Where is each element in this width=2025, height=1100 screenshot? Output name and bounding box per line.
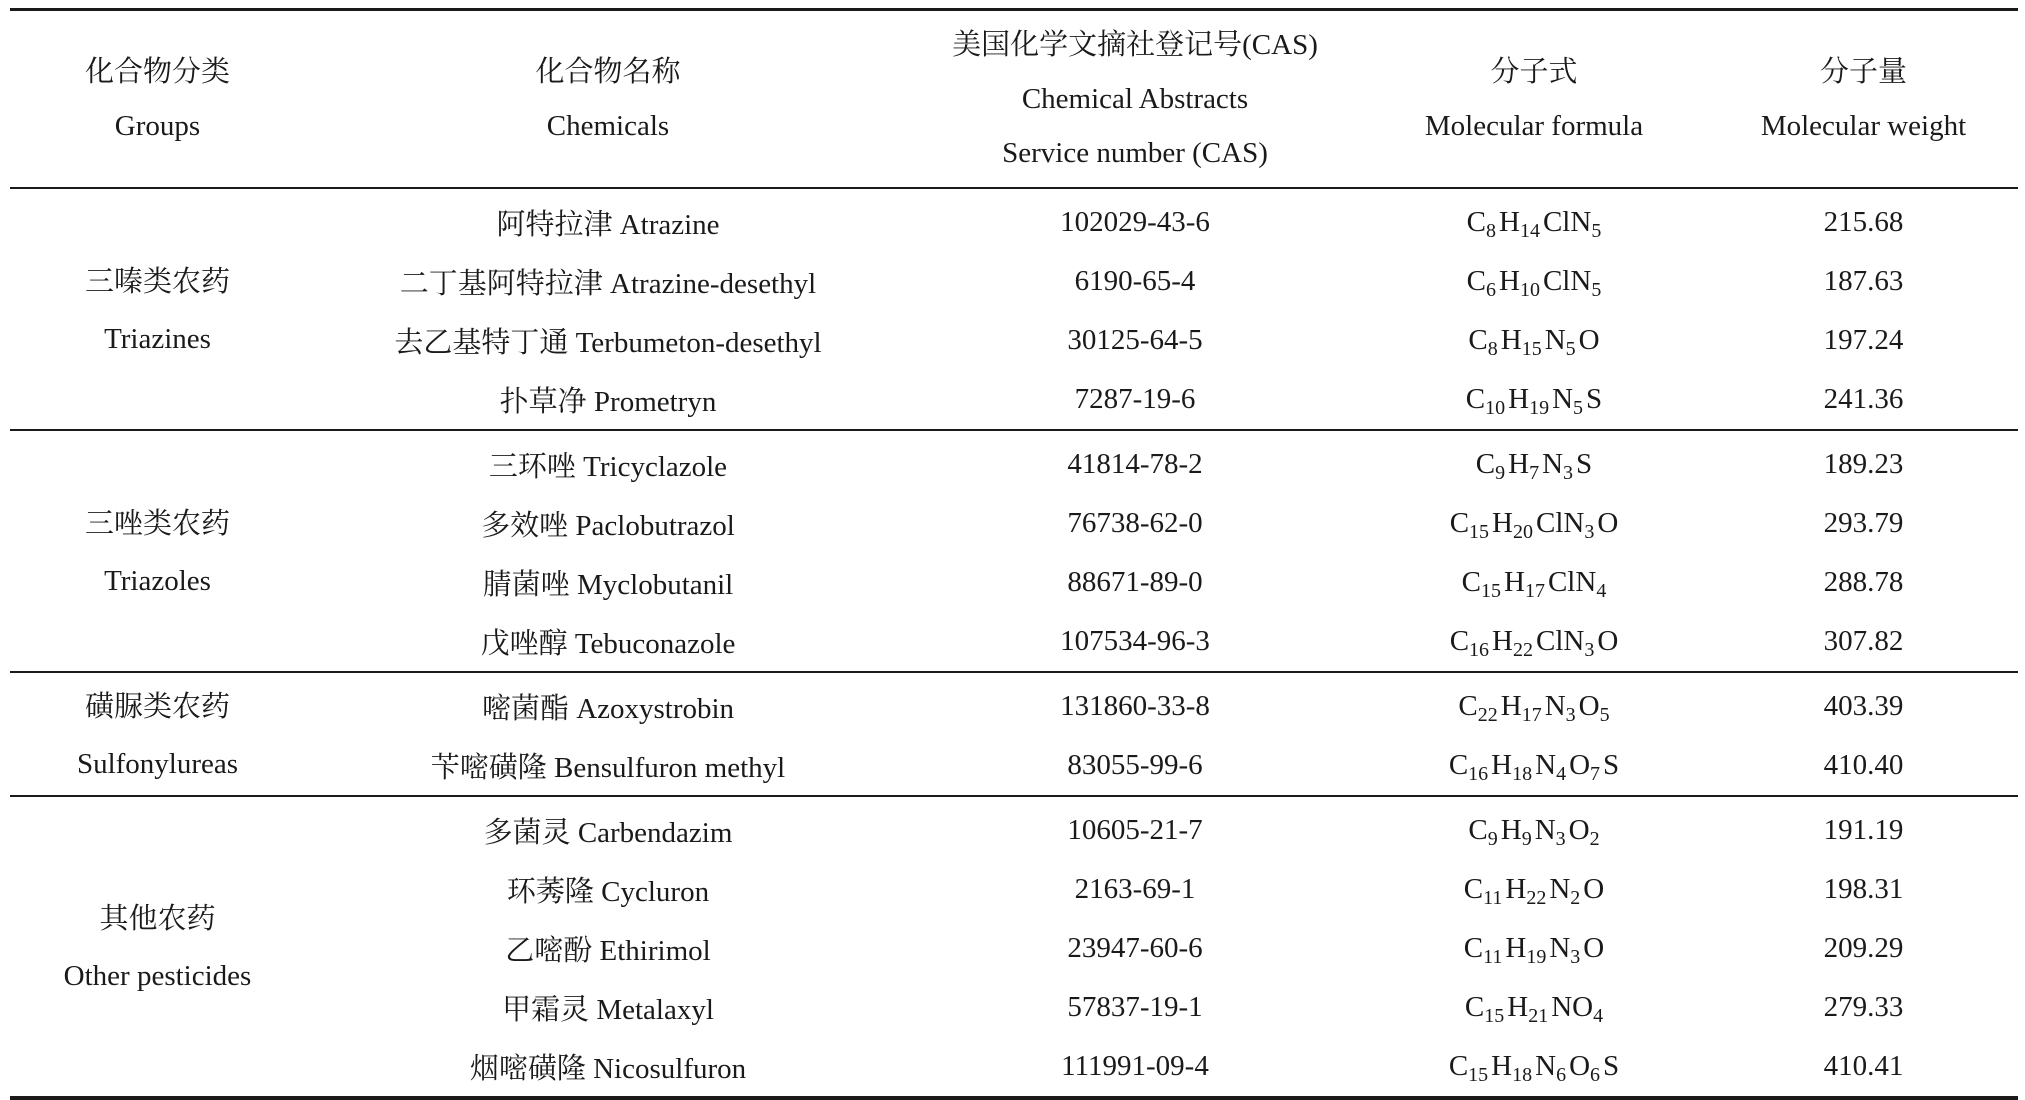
- table-row: [10, 919, 2018, 978]
- element-count: 19: [1529, 396, 1550, 419]
- chemical-name: 环莠隆 Cycluron: [506, 875, 710, 908]
- element-count: 7: [1590, 762, 1601, 785]
- formula-element: [1578, 689, 1610, 726]
- element-symbol: O: [1568, 813, 1590, 846]
- table-row: [10, 370, 2018, 430]
- chemical-name: 乙嘧酚 Ethirimol: [505, 934, 711, 967]
- formula-element: [1569, 748, 1601, 785]
- formula-element: [1500, 323, 1542, 360]
- element-count: 10: [1485, 396, 1506, 419]
- formula-element: [1508, 382, 1550, 419]
- element-count: 17: [1524, 579, 1545, 602]
- header-mw-cn: 分子量: [1819, 55, 1907, 88]
- element-count: 17: [1521, 703, 1542, 726]
- table-row: [10, 796, 2018, 860]
- formula-element: [1579, 324, 1600, 356]
- element-symbol: H: [1491, 748, 1513, 781]
- molecular-formula: [1359, 672, 1709, 736]
- molecular-formula: [1359, 978, 1709, 1037]
- formula-element: [1463, 931, 1503, 968]
- molecular-formula: [1359, 860, 1709, 919]
- formula-element: [1544, 689, 1576, 726]
- group-label-cn: 三唑类农药: [84, 507, 230, 540]
- formula-element: [1551, 990, 1604, 1027]
- formula-element: [1505, 872, 1547, 909]
- element-count: 3: [1584, 520, 1595, 543]
- formula-element: [1492, 506, 1533, 543]
- formula-element: [1583, 873, 1604, 905]
- chemical-name: 烟嘧磺隆 Nicosulfuron: [469, 1052, 747, 1085]
- header-chemicals-en: Chemicals: [546, 109, 670, 142]
- element-symbol: C: [1449, 624, 1470, 657]
- formula-element: [1464, 990, 1505, 1027]
- element-symbol: O: [1569, 748, 1591, 781]
- molecular-weight: 403.39: [1823, 689, 1904, 722]
- formula-element: [1542, 205, 1602, 242]
- molecular-formula: [1359, 494, 1709, 553]
- formula-element: [1448, 748, 1489, 785]
- element-symbol: H: [1491, 1049, 1513, 1082]
- element-count: 6: [1590, 1063, 1601, 1086]
- table-row: [10, 612, 2018, 672]
- element-count: 22: [1526, 886, 1547, 909]
- molecular-formula: [1359, 188, 1709, 252]
- molecular-weight: 241.36: [1823, 382, 1904, 415]
- group-label-cn: 磺脲类农药: [84, 690, 230, 723]
- element-symbol: NO: [1551, 990, 1594, 1023]
- group-label-en: Sulfonylureas: [76, 747, 239, 780]
- group-label-en: Triazoles: [104, 564, 211, 597]
- table-row: [10, 188, 2018, 252]
- element-symbol: N: [1542, 447, 1564, 480]
- element-count: 2: [1570, 886, 1581, 909]
- element-count: 5: [1591, 219, 1602, 242]
- element-symbol: N: [1549, 872, 1571, 905]
- element-count: 4: [1596, 579, 1607, 602]
- element-symbol: S: [1603, 748, 1620, 781]
- element-count: 5: [1591, 278, 1602, 301]
- formula-element: [1597, 625, 1618, 657]
- element-symbol: N: [1544, 689, 1566, 722]
- molecular-weight: 189.23: [1823, 447, 1904, 480]
- element-symbol: O: [1569, 1049, 1591, 1082]
- element-count: 16: [1468, 762, 1489, 785]
- element-symbol: ClN: [1536, 624, 1585, 657]
- formula-element: [1468, 323, 1498, 360]
- molecular-weight: 215.68: [1823, 205, 1904, 238]
- group-label: [10, 796, 305, 1098]
- group-label-en: Triazines: [104, 322, 211, 355]
- element-symbol: S: [1576, 447, 1593, 480]
- header-chemicals: [305, 10, 911, 188]
- element-count: 21: [1528, 1004, 1549, 1027]
- molecular-formula: [1359, 370, 1709, 430]
- molecular-weight: 198.31: [1823, 872, 1904, 905]
- element-symbol: C: [1466, 264, 1487, 297]
- element-symbol: H: [1492, 506, 1513, 539]
- cas-number: 57837-19-1: [1067, 990, 1203, 1023]
- table-row: [10, 1037, 2018, 1098]
- element-symbol: N: [1535, 1049, 1557, 1082]
- molecular-formula: [1359, 1037, 1709, 1098]
- element-symbol: H: [1499, 264, 1520, 297]
- chemical-name: 腈菌唑 Myclobutanil: [482, 568, 734, 601]
- element-count: 6: [1486, 278, 1497, 301]
- pesticide-table: [10, 8, 2018, 1100]
- chemical-name: 苄嘧磺隆 Bensulfuron methyl: [430, 751, 786, 784]
- element-symbol: H: [1508, 447, 1530, 480]
- formula-element: [1492, 624, 1533, 661]
- chemical-name: 甲霜灵 Metalaxyl: [502, 993, 714, 1026]
- element-count: 9: [1521, 827, 1532, 850]
- element-count: 3: [1563, 461, 1574, 484]
- molecular-formula: [1359, 796, 1709, 860]
- formula-element: [1534, 813, 1566, 850]
- molecular-formula: [1359, 252, 1709, 311]
- formula-element: [1583, 932, 1604, 964]
- element-count: 11: [1483, 886, 1503, 909]
- header-cas: [911, 10, 1359, 188]
- formula-element: [1576, 448, 1592, 480]
- table-row: [10, 494, 2018, 553]
- element-symbol: N: [1535, 748, 1557, 781]
- element-count: 19: [1526, 945, 1547, 968]
- element-symbol: C: [1448, 1049, 1469, 1082]
- chemical-name: 三环唑 Tricyclazole: [488, 450, 728, 483]
- element-symbol: H: [1492, 624, 1513, 657]
- element-symbol: H: [1500, 323, 1522, 356]
- element-symbol: C: [1475, 447, 1496, 480]
- cas-number: 111991-09-4: [1061, 1049, 1209, 1082]
- formula-element: [1603, 749, 1619, 781]
- formula-element: [1549, 931, 1581, 968]
- table-row: [10, 553, 2018, 612]
- element-symbol: C: [1468, 323, 1488, 356]
- molecular-formula: [1359, 311, 1709, 370]
- group-label: [10, 430, 305, 672]
- element-symbol: C: [1449, 506, 1470, 539]
- element-symbol: H: [1507, 990, 1529, 1023]
- molecular-weight: 279.33: [1823, 990, 1904, 1023]
- cas-number: 6190-65-4: [1074, 264, 1196, 297]
- element-symbol: O: [1597, 624, 1619, 657]
- element-symbol: O: [1597, 506, 1619, 539]
- element-count: 18: [1512, 1063, 1533, 1086]
- element-symbol: C: [1463, 931, 1484, 964]
- formula-element: [1505, 931, 1547, 968]
- element-count: 5: [1565, 337, 1576, 360]
- formula-element: [1544, 323, 1576, 360]
- element-count: 8: [1486, 219, 1497, 242]
- molecular-weight: 293.79: [1823, 506, 1904, 539]
- molecular-weight: 307.82: [1823, 624, 1904, 657]
- molecular-formula: [1359, 553, 1709, 612]
- element-count: 4: [1556, 762, 1567, 785]
- element-count: 18: [1512, 762, 1533, 785]
- element-count: 22: [1477, 703, 1498, 726]
- element-symbol: C: [1463, 872, 1484, 905]
- formula-element: [1504, 565, 1545, 602]
- group-label-cn: 其他农药: [99, 903, 216, 935]
- chemical-name: 扑草净 Prometryn: [499, 385, 717, 418]
- header-row: [10, 10, 2018, 188]
- element-symbol: O: [1578, 323, 1600, 356]
- table-row: [10, 736, 2018, 796]
- molecular-formula: [1359, 612, 1709, 672]
- molecular-weight: 191.19: [1823, 813, 1904, 846]
- chemical-name: 二丁基阿特拉津 Atrazine-desethyl: [399, 267, 817, 300]
- formula-element: [1507, 990, 1549, 1027]
- header-groups-en: Groups: [114, 109, 201, 142]
- formula-element: [1491, 748, 1533, 785]
- formula-element: [1466, 264, 1497, 301]
- element-symbol: C: [1464, 990, 1485, 1023]
- formula-element: [1535, 748, 1567, 785]
- cas-number: 107534-96-3: [1060, 624, 1210, 657]
- cas-number: 102029-43-6: [1060, 205, 1210, 238]
- header-groups: [10, 10, 305, 188]
- element-symbol: ClN: [1536, 506, 1585, 539]
- element-count: 15: [1468, 1063, 1489, 1086]
- element-count: 2: [1589, 827, 1600, 850]
- formula-element: [1449, 624, 1490, 661]
- formula-element: [1475, 447, 1506, 484]
- formula-element: [1499, 205, 1540, 242]
- formula-element: [1448, 1049, 1489, 1086]
- element-count: 15: [1484, 1004, 1505, 1027]
- element-count: 15: [1521, 337, 1542, 360]
- group-section: [10, 188, 2018, 430]
- header-formula-en: Molecular formula: [1424, 109, 1644, 142]
- element-symbol: ClN: [1542, 205, 1592, 238]
- formula-element: [1568, 813, 1600, 850]
- element-symbol: H: [1500, 689, 1522, 722]
- element-count: 14: [1519, 219, 1540, 242]
- element-symbol: O: [1578, 689, 1600, 722]
- element-count: 9: [1495, 461, 1506, 484]
- header-groups-cn: 化合物分类: [84, 55, 230, 88]
- cas-number: 30125-64-5: [1067, 323, 1203, 356]
- chemical-name: 去乙基特丁通 Terbumeton-desethyl: [394, 326, 822, 359]
- formula-element: [1463, 872, 1503, 909]
- header-chemicals-cn: 化合物名称: [535, 55, 681, 88]
- formula-element: [1549, 872, 1581, 909]
- cas-number: 76738-62-0: [1067, 506, 1203, 539]
- element-symbol: H: [1499, 205, 1520, 238]
- element-symbol: N: [1549, 931, 1571, 964]
- formula-element: [1465, 382, 1506, 419]
- header-cas-cn: 美国化学文摘社登记号(CAS): [952, 28, 1318, 61]
- element-count: 5: [1573, 396, 1584, 419]
- chemical-name: 阿特拉津 Atrazine: [496, 208, 720, 241]
- formula-element: [1547, 565, 1607, 602]
- molecular-formula: [1359, 430, 1709, 494]
- table-row: [10, 860, 2018, 919]
- element-count: 20: [1513, 520, 1533, 543]
- element-count: 8: [1487, 337, 1498, 360]
- element-count: 4: [1593, 1004, 1604, 1027]
- formula-element: [1542, 264, 1602, 301]
- formula-element: [1508, 447, 1540, 484]
- element-count: 3: [1565, 703, 1576, 726]
- element-symbol: S: [1603, 1049, 1620, 1082]
- element-symbol: H: [1504, 565, 1525, 598]
- table-row: [10, 430, 2018, 494]
- molecular-weight: 187.63: [1823, 264, 1904, 297]
- formula-element: [1458, 689, 1498, 726]
- cas-number: 10605-21-7: [1067, 813, 1203, 846]
- molecular-weight: 288.78: [1823, 565, 1904, 598]
- cas-number: 83055-99-6: [1067, 748, 1203, 781]
- element-count: 16: [1469, 638, 1490, 661]
- element-count: 10: [1519, 278, 1540, 301]
- header-cas-en-1: Chemical Abstracts: [1021, 82, 1249, 115]
- formula-element: [1597, 507, 1618, 539]
- element-symbol: C: [1461, 565, 1482, 598]
- group-section: [10, 796, 2018, 1098]
- formula-element: [1536, 624, 1595, 661]
- molecular-weight: 410.41: [1823, 1049, 1904, 1082]
- element-symbol: O: [1583, 872, 1605, 905]
- element-count: 11: [1483, 945, 1503, 968]
- cas-number: 88671-89-0: [1067, 565, 1203, 598]
- formula-element: [1569, 1049, 1601, 1086]
- formula-element: [1491, 1049, 1533, 1086]
- element-count: 3: [1555, 827, 1566, 850]
- cas-number: 131860-33-8: [1060, 689, 1210, 722]
- molecular-formula: [1359, 736, 1709, 796]
- molecular-weight: 197.24: [1823, 323, 1904, 356]
- formula-element: [1536, 506, 1595, 543]
- header-mw-en: Molecular weight: [1760, 109, 1967, 142]
- formula-element: [1603, 1050, 1619, 1082]
- formula-element: [1461, 565, 1502, 602]
- header-formula-cn: 分子式: [1490, 55, 1578, 88]
- table-row: [10, 672, 2018, 736]
- element-symbol: S: [1586, 382, 1603, 415]
- table-header: [10, 10, 2018, 188]
- formula-element: [1499, 264, 1540, 301]
- formula-element: [1449, 506, 1490, 543]
- formula-element: [1500, 813, 1532, 850]
- element-symbol: O: [1583, 931, 1605, 964]
- element-count: 5: [1599, 703, 1610, 726]
- element-count: 7: [1529, 461, 1540, 484]
- table-row: [10, 311, 2018, 370]
- molecular-formula: [1359, 919, 1709, 978]
- element-symbol: C: [1466, 205, 1487, 238]
- element-symbol: C: [1448, 748, 1469, 781]
- element-symbol: ClN: [1547, 565, 1597, 598]
- element-symbol: N: [1552, 382, 1574, 415]
- element-symbol: N: [1544, 323, 1566, 356]
- chemical-name: 多效唑 Paclobutrazol: [481, 509, 735, 542]
- formula-element: [1542, 447, 1574, 484]
- group-section: [10, 672, 2018, 796]
- header-formula: [1359, 10, 1709, 188]
- cas-number: 2163-69-1: [1074, 872, 1196, 905]
- cas-number: 7287-19-6: [1074, 382, 1196, 415]
- element-count: 3: [1584, 638, 1595, 661]
- formula-element: [1468, 813, 1498, 850]
- formula-element: [1552, 382, 1584, 419]
- cas-number: 23947-60-6: [1067, 931, 1203, 964]
- cas-number: 41814-78-2: [1067, 447, 1203, 480]
- header-cas-en-2: Service number (CAS): [1002, 136, 1268, 169]
- element-count: 15: [1481, 579, 1502, 602]
- element-count: 22: [1513, 638, 1533, 661]
- element-symbol: H: [1505, 872, 1527, 905]
- table-row: [10, 252, 2018, 311]
- chemical-name: 戊唑醇 Tebuconazole: [480, 627, 736, 660]
- element-symbol: C: [1465, 382, 1486, 415]
- element-symbol: N: [1534, 813, 1556, 846]
- molecular-weight: 209.29: [1823, 931, 1904, 964]
- group-label-cn: 三嗪类农药: [84, 265, 230, 298]
- element-count: 9: [1487, 827, 1498, 850]
- element-symbol: C: [1458, 689, 1478, 722]
- group-label: [10, 188, 305, 430]
- table-row: [10, 978, 2018, 1037]
- element-symbol: H: [1505, 931, 1527, 964]
- element-count: 6: [1556, 1063, 1567, 1086]
- chemical-name: 嘧菌酯 Azoxystrobin: [481, 692, 735, 725]
- formula-element: [1500, 689, 1542, 726]
- chemical-name: 多菌灵 Carbendazim: [483, 816, 733, 849]
- formula-element: [1535, 1049, 1567, 1086]
- formula-element: [1586, 383, 1602, 415]
- element-symbol: C: [1468, 813, 1488, 846]
- group-label-en: Other pesticides: [63, 960, 252, 992]
- header-molecular-weight: [1709, 10, 2018, 188]
- element-count: 3: [1570, 945, 1581, 968]
- formula-element: [1466, 205, 1497, 242]
- element-symbol: ClN: [1542, 264, 1592, 297]
- element-symbol: H: [1508, 382, 1530, 415]
- element-count: 15: [1469, 520, 1490, 543]
- molecular-weight: 410.40: [1823, 748, 1904, 781]
- element-symbol: H: [1500, 813, 1522, 846]
- group-label: [10, 672, 305, 796]
- group-section: [10, 430, 2018, 672]
